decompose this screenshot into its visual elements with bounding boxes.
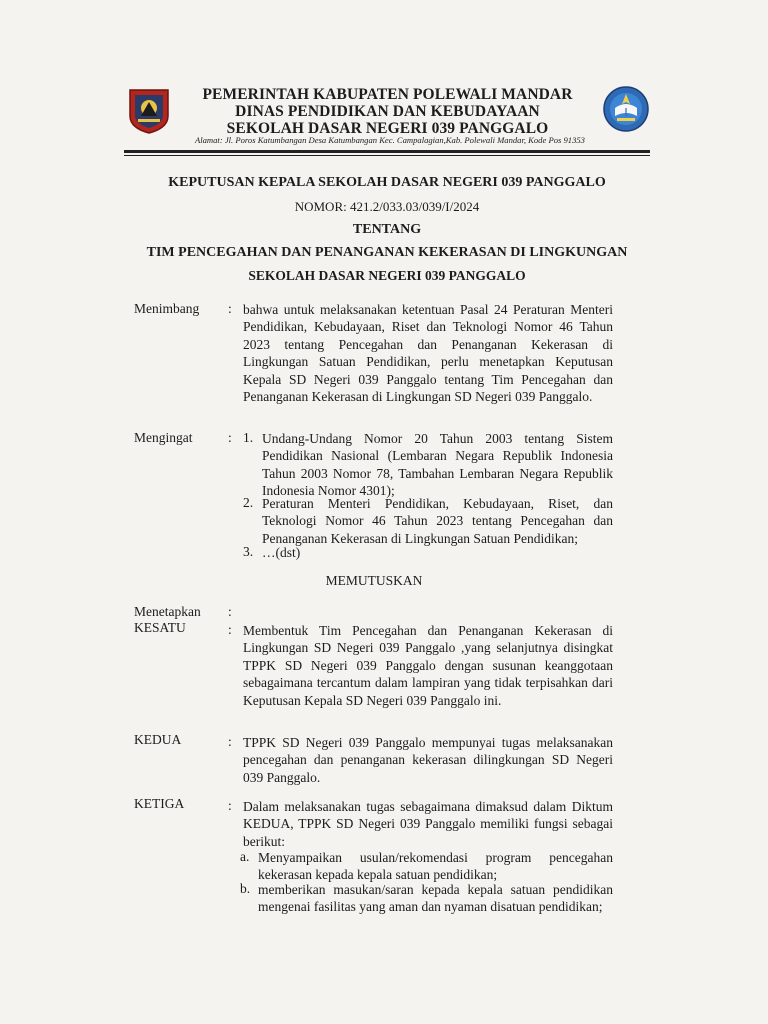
mengingat-colon: :	[228, 430, 232, 445]
letterhead-school: SEKOLAH DASAR NEGERI 039 PANGGALO	[226, 120, 549, 137]
letterhead-address: Alamat: Jl. Poros Katumbangan Desa Katumbangan Kec. Campalagian,Kab. Polewali Mandar, Kode Pos 91353	[195, 135, 585, 145]
kedua-text: TPPK SD Negeri 039 Panggalo mempunyai tugas melaksanakan pencegahan dan penanganan kekerasan dilingkungan SD Negeri 039 Panggalo.	[243, 735, 613, 785]
ketiga-label: KETIGA	[134, 796, 185, 811]
ketiga-item-letter: a.	[240, 849, 250, 864]
letterhead-rule-thin	[124, 155, 650, 156]
memutuskan-heading: MEMUTUSKAN	[325, 573, 423, 588]
kesatu-text: Membentuk Tim Pencegahan dan Penanganan Kekerasan di Lingkungan SD Negeri 039 Panggalo ,yang selanjutnya disingkat TPPK SD Negeri 039 Panggalo dengan susunan keanggotaan sebagaimana tercantum dalam lampiran yang tidak terpisahkan dari Keputusan Kepala SD Negeri 039 Panggalo ini.	[243, 623, 613, 708]
decree-subject-line1: TIM PENCEGAHAN DAN PENANGANAN KEKERASAN DI LINGKUNGAN	[146, 245, 628, 260]
ketiga-item: memberikan masukan/saran kepada kepala satuan pendidikan mengenai fasilitas yang aman dan nyaman disatuan pendidikan;	[258, 882, 613, 915]
mengingat-label: Mengingat	[134, 430, 193, 445]
decree-number: NOMOR: 421.2/033.03/039/I/2024	[294, 199, 480, 214]
mengingat-item: …(dst)	[262, 545, 301, 560]
mengingat-item-number: 2.	[243, 495, 254, 510]
letterhead-rule-thick	[124, 150, 650, 153]
mengingat-item-number: 3.	[243, 544, 254, 559]
kesatu-label: KESATU	[134, 620, 186, 635]
kedua-colon: :	[228, 734, 232, 749]
ketiga-text: Dalam melaksanakan tugas sebagaimana dimaksud dalam Diktum KEDUA, TPPK SD Negeri 039 Panggalo memiliki fungsi sebagai berikut:	[243, 799, 613, 849]
letterhead-department: DINAS PENDIDIKAN DAN KEBUDAYAAN	[235, 103, 540, 120]
ketiga-colon: :	[228, 798, 232, 813]
tut-wuri-handayani-icon	[603, 86, 649, 132]
mengingat-item: Peraturan Menteri Pendidikan, Kebudayaan, Riset, dan Teknologi Nomor 46 Tahun 2023 tentang Pencegahan dan Penanganan Kekerasan di Lingkungan Satuan Pendidikan;	[262, 496, 613, 546]
decree-about: TENTANG	[352, 222, 422, 237]
ketiga-item: Menyampaikan usulan/rekomendasi program pencegahan kekerasan kepada kepala satuan pendidikan;	[258, 850, 613, 883]
mengingat-item: Undang-Undang Nomor 20 Tahun 2003 tentang Sistem Pendidikan Nasional (Lembaran Negara Republik Indonesia Tahun 2003 Nomor 78, Tambahan Lembaran Negara Republik Indonesia Nomor 4301);	[262, 431, 613, 499]
letterhead	[180, 86, 595, 137]
menimbang-colon: :	[228, 301, 232, 316]
letterhead-government: PEMERINTAH KABUPATEN POLEWALI MANDAR	[202, 86, 573, 103]
decree-subject-line2: SEKOLAH DASAR NEGERI 039 PANGGALO	[248, 268, 526, 283]
menimbang-text: bahwa untuk melaksanakan ketentuan Pasal 24 Peraturan Menteri Pendidikan, Kebudayaan, Riset dan Teknologi Nomor 46 Tahun 2023 tentang Pencegahan dan Penanganan Kekerasan di Lingkungan Satuan Pendidikan, perlu menetapkan Keputusan Kepala SD Negeri 039 Panggalo tentang Tim Pencegahan dan Penanganan Kekerasan di Lingkungan SD Negeri 039 Panggalo.	[243, 302, 613, 405]
menimbang-label: Menimbang	[134, 301, 200, 316]
kesatu-colon: :	[228, 622, 232, 637]
regency-crest-icon	[126, 86, 172, 134]
mengingat-item-number: 1.	[243, 430, 254, 445]
ketiga-item-letter: b.	[240, 881, 251, 896]
decree-heading: KEPUTUSAN KEPALA SEKOLAH DASAR NEGERI 039 PANGGALO	[168, 175, 606, 190]
menetapkan-label: Menetapkan	[134, 604, 201, 619]
kedua-label: KEDUA	[134, 732, 182, 747]
menetapkan-colon: :	[228, 604, 232, 619]
